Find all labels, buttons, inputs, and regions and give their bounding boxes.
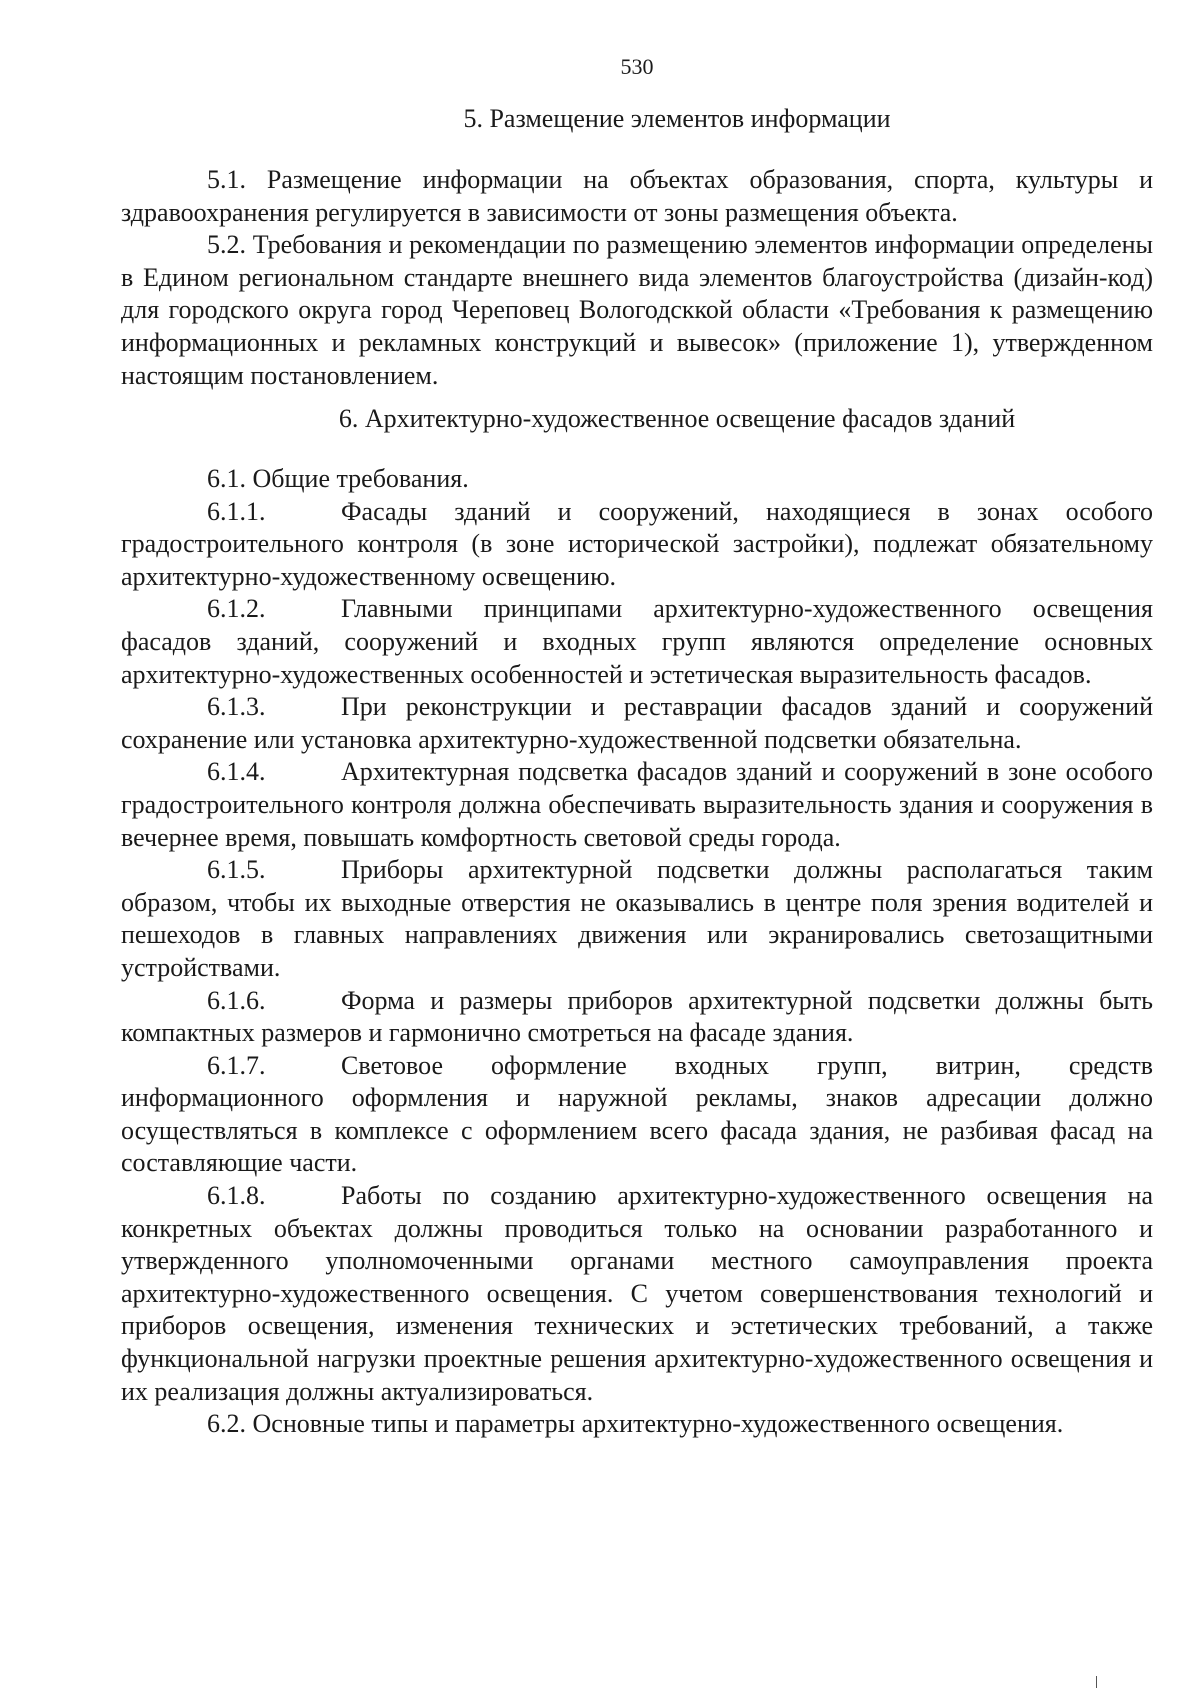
paragraph-6-1-3	[121, 691, 1153, 756]
paragraph-6-1-1	[121, 496, 1153, 594]
scan-mark	[1096, 1676, 1097, 1688]
item-text: Приборы архитектурной подсветки должны располагаться таким образом, чтобы их выходные отверстия не оказывались в центре поля зрения водителей и пешеходов в главных направлениях движения или экранировались светозащитными устройствами.	[121, 855, 1153, 982]
paragraph-6-1-2	[121, 593, 1153, 691]
section-5-body	[121, 164, 1153, 392]
item-number: 6.1.8.	[207, 1181, 266, 1211]
item-number: 6.1.5.	[207, 855, 266, 885]
item-number: 6.1.4.	[207, 757, 266, 787]
section-6-heading: 6. Архитектурно-художественное освещение фасадов зданий	[338, 404, 1016, 433]
section-5-heading: 5. Размещение элементов информации	[463, 104, 891, 133]
paragraph-6-1-5	[121, 854, 1153, 984]
item-text: При реконструкции и реставрации фасадов зданий и сооружений сохранение или установка архитектурно-художественной подсветки обязательна.	[121, 692, 1153, 754]
item-text: Архитектурная подсветка фасадов зданий и сооружений в зоне особого градостроительного контроля должна обеспечивать выразительность здания и сооружения в вечернее время, повышать комфортность световой среды города.	[121, 757, 1153, 852]
item-text: Форма и размеры приборов архитектурной подсветки должны быть компактных размеров и гармонично смотреться на фасаде здания.	[121, 985, 1153, 1048]
page-number: 530	[620, 54, 654, 79]
item-text: Световое оформление входных групп, витрин, средств информационного оформления и наружной рекламы, знаков адресации должно осуществляться в комплексе с оформлением всего фасада здания, не разбивая фасад на составляющие части.	[121, 1050, 1153, 1178]
paragraph-6-2: 6.2. Основные типы и параметры архитектурно-художественного освещения.	[207, 1409, 1064, 1439]
paragraph-6-1-7	[121, 1050, 1153, 1180]
item-text: Работы по созданию архитектурно-художественного освещения на конкретных объектах должны проводиться только на основании разработанного и утвержденного уполномоченными органами местного самоуправления проекта архитектурно-художественного освещения. С учетом совершенствования технологий и приборов освещения, изменения технических и эстетических требований, а также функциональной нагрузки проектные решения архитектурно-художественного освещения и их реализация должны актуализироваться.	[121, 1181, 1153, 1406]
paragraph-6-1: 6.1. Общие требования.	[207, 464, 469, 493]
section-6-body	[121, 463, 1153, 1441]
item-number: 6.1.7.	[207, 1050, 266, 1080]
paragraph-6-1-6	[121, 985, 1153, 1050]
item-number: 6.1.1.	[207, 496, 266, 526]
item-text: Главными принципами архитектурно-художественного освещения фасадов зданий, сооружений и входных групп являются определение основных архитектурно-художественных особенностей и эстетическая выразительность фасадов.	[121, 594, 1153, 689]
paragraph-5-1: 5.1. Размещение информации на объектах образования, спорта, культуры и здравоохранения регулируется в зависимости от зоны размещения объекта.	[121, 165, 1153, 227]
paragraph-5-2: 5.2. Требования и рекомендации по размещению элементов информации определены в Едином региональном стандарте внешнего вида элементов благоустройства (дизайн-код) для городского округа город Череповец Вологодсккой области «Требования к размещению информационных и рекламных конструкций и вывесок» (приложение 1), утвержденном настоящим постановлением.	[121, 230, 1153, 390]
item-number: 6.1.2.	[207, 594, 266, 624]
item-number: 6.1.6.	[207, 985, 266, 1015]
item-number: 6.1.3.	[207, 692, 266, 722]
paragraph-6-1-8	[121, 1180, 1153, 1408]
item-text: Фасады зданий и сооружений, находящиеся в зонах особого градостроительного контроля (в зоне исторической застройки), подлежат обязательному архитектурно-художественному освещению.	[121, 496, 1153, 591]
paragraph-6-1-4	[121, 756, 1153, 854]
